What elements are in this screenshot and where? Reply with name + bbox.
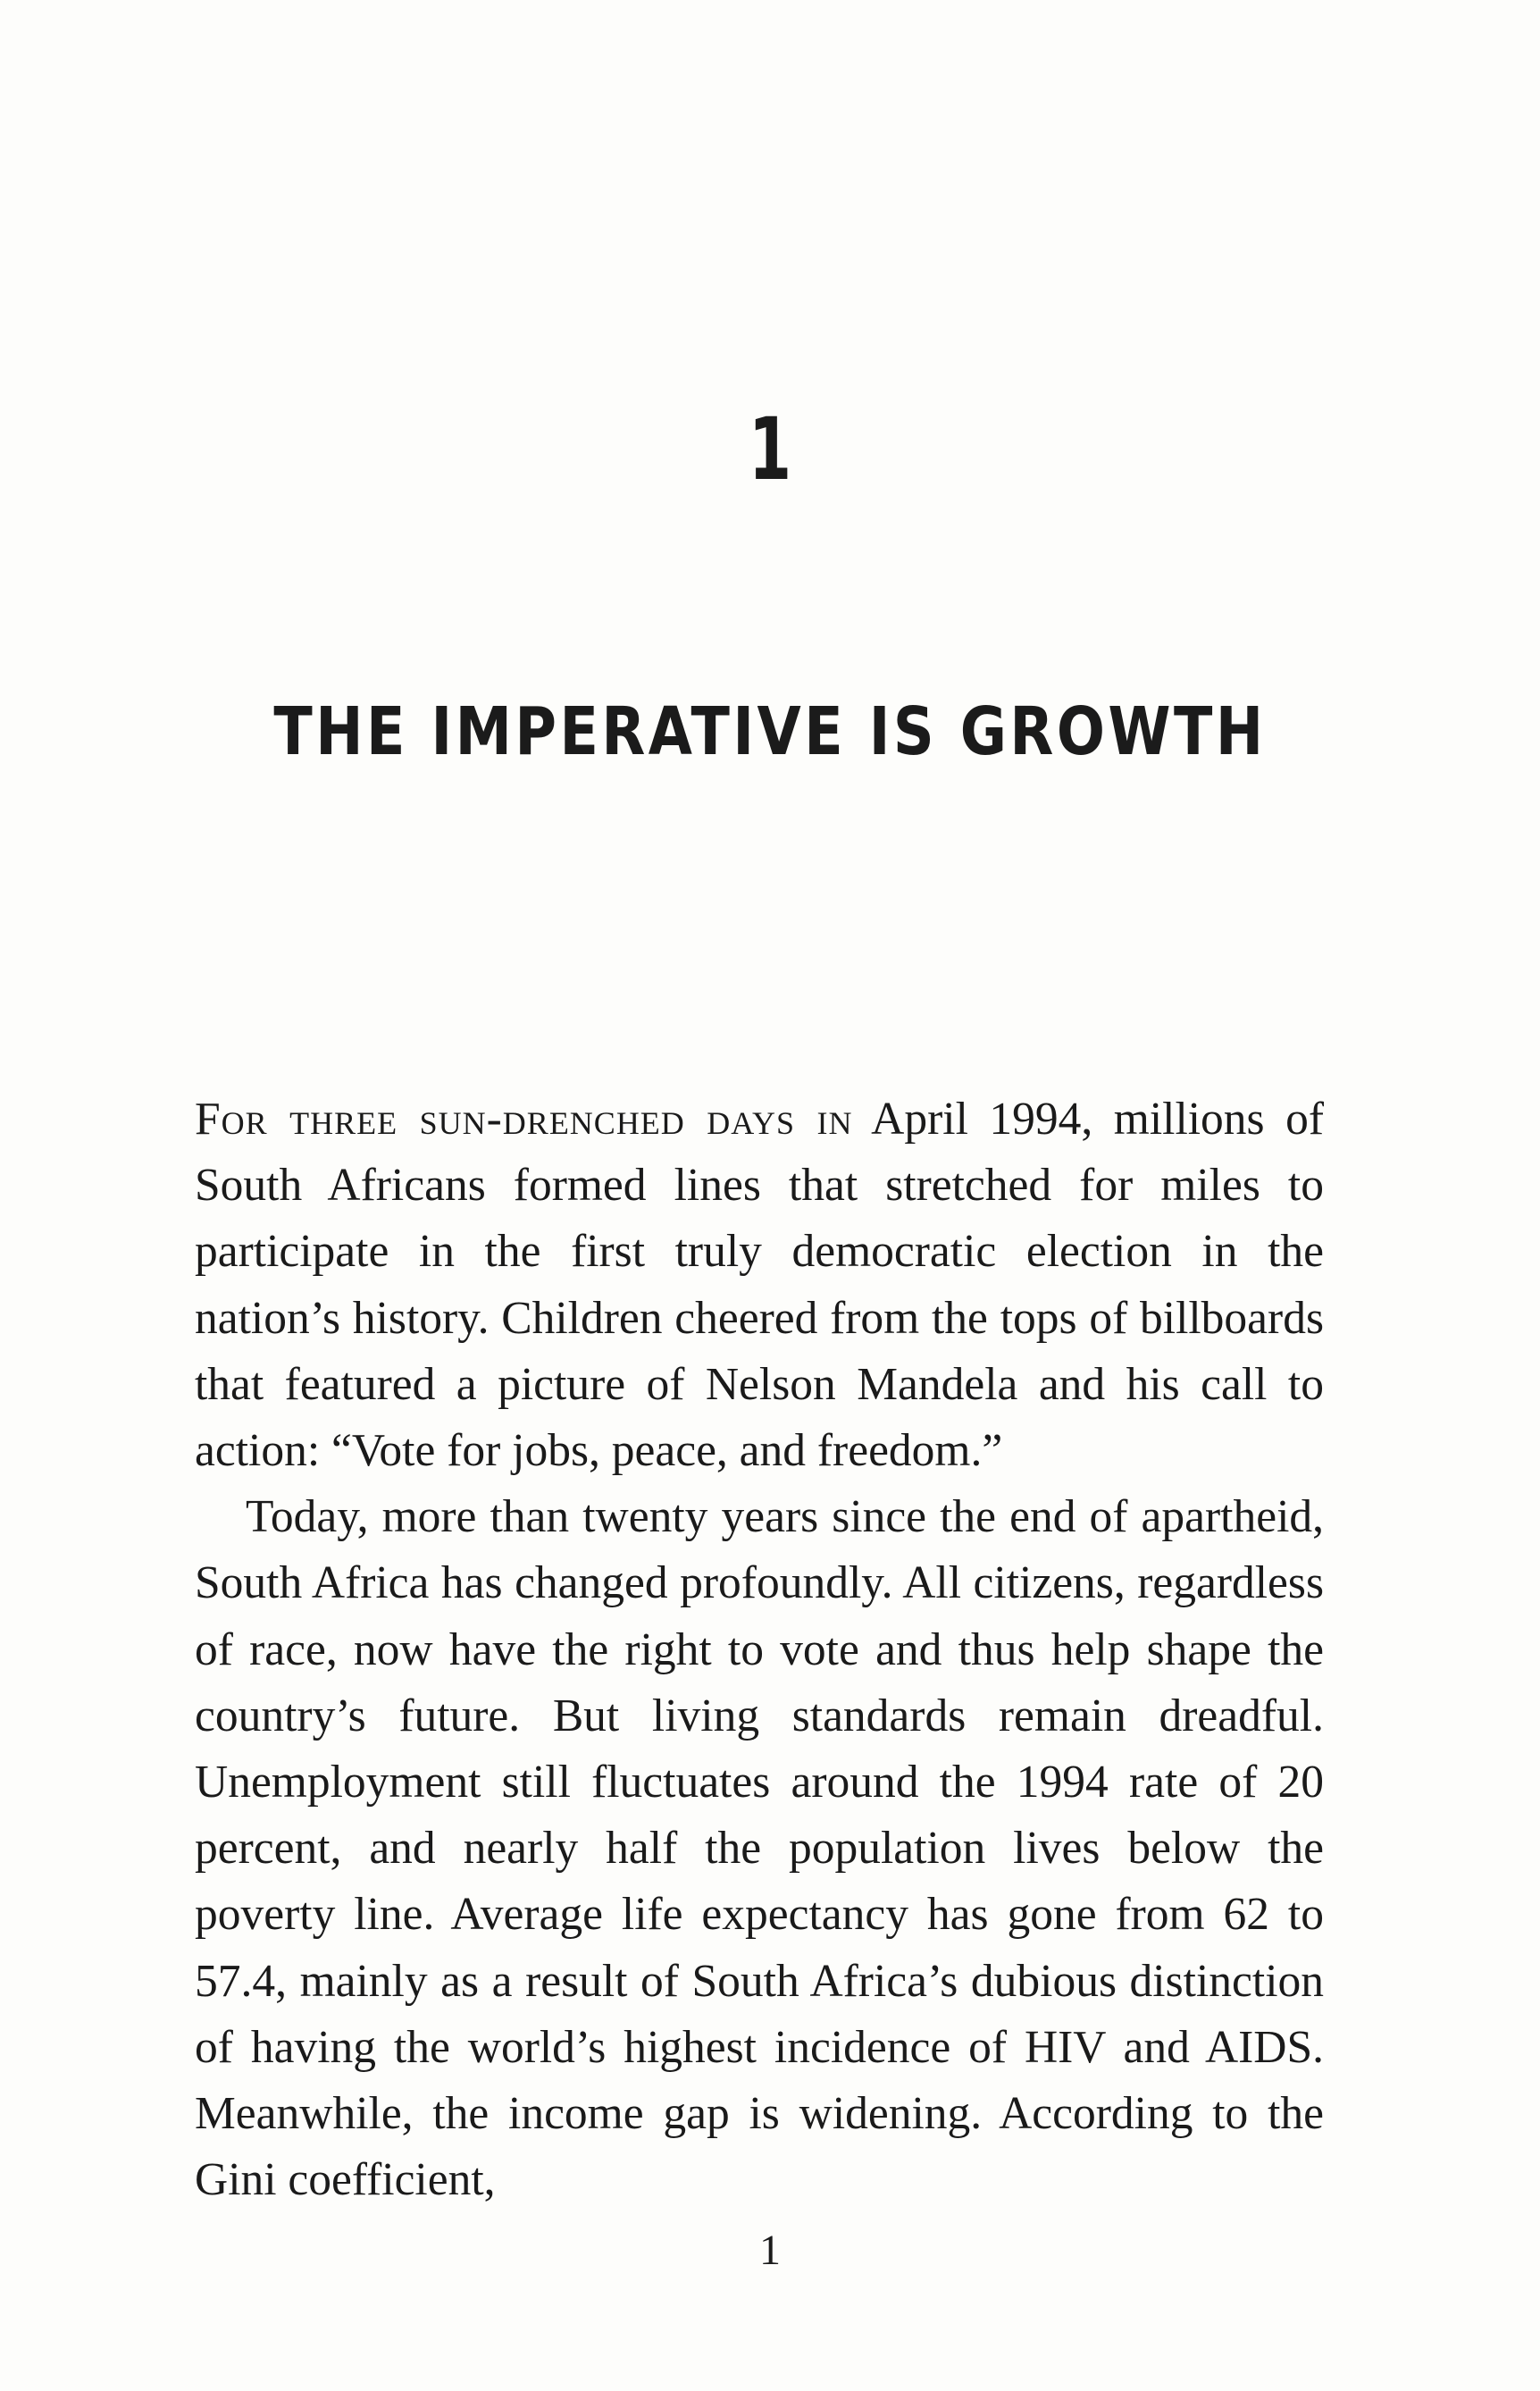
paragraph-1 (195, 1086, 1324, 1484)
paragraph-2 (195, 1484, 1324, 2213)
chapter-body (195, 1086, 1324, 2213)
paragraph-text: April 1994, millions of South Africans formed lines that stretched for miles to participate in the first truly democratic election in the nation’s history. Children cheered from the tops of billboards that featured a picture of Nelson Mandela and his call to action: “Vote for jobs, peace, and freedom.” (195, 1094, 1324, 1477)
paragraph-text: Today, more than twenty years since the end of apartheid, South Africa has changed profoundly. All citizens, regardless of race, now have the right to vote and thus help shape the country’s future. But living standards remain dreadful. Unemployment still fluctuates around the 1994 rate of 20 percent, and nearly half the population lives below the poverty line. Average life expectancy has gone from 62 to 57.4, mainly as a result of South Africa’s dubious distinction of having the world’s highest incidence of HIV and AIDS. Meanwhile, the income gap is widening. According to the Gini coefficient, (195, 1491, 1324, 2206)
page-number: 1 (759, 2227, 781, 2274)
chapter-title: THE IMPERATIVE IS GROWTH (273, 693, 1267, 770)
chapter-number: 1 (748, 399, 792, 499)
paragraph-lead-in: For three sun-drenched days in (195, 1094, 853, 1145)
